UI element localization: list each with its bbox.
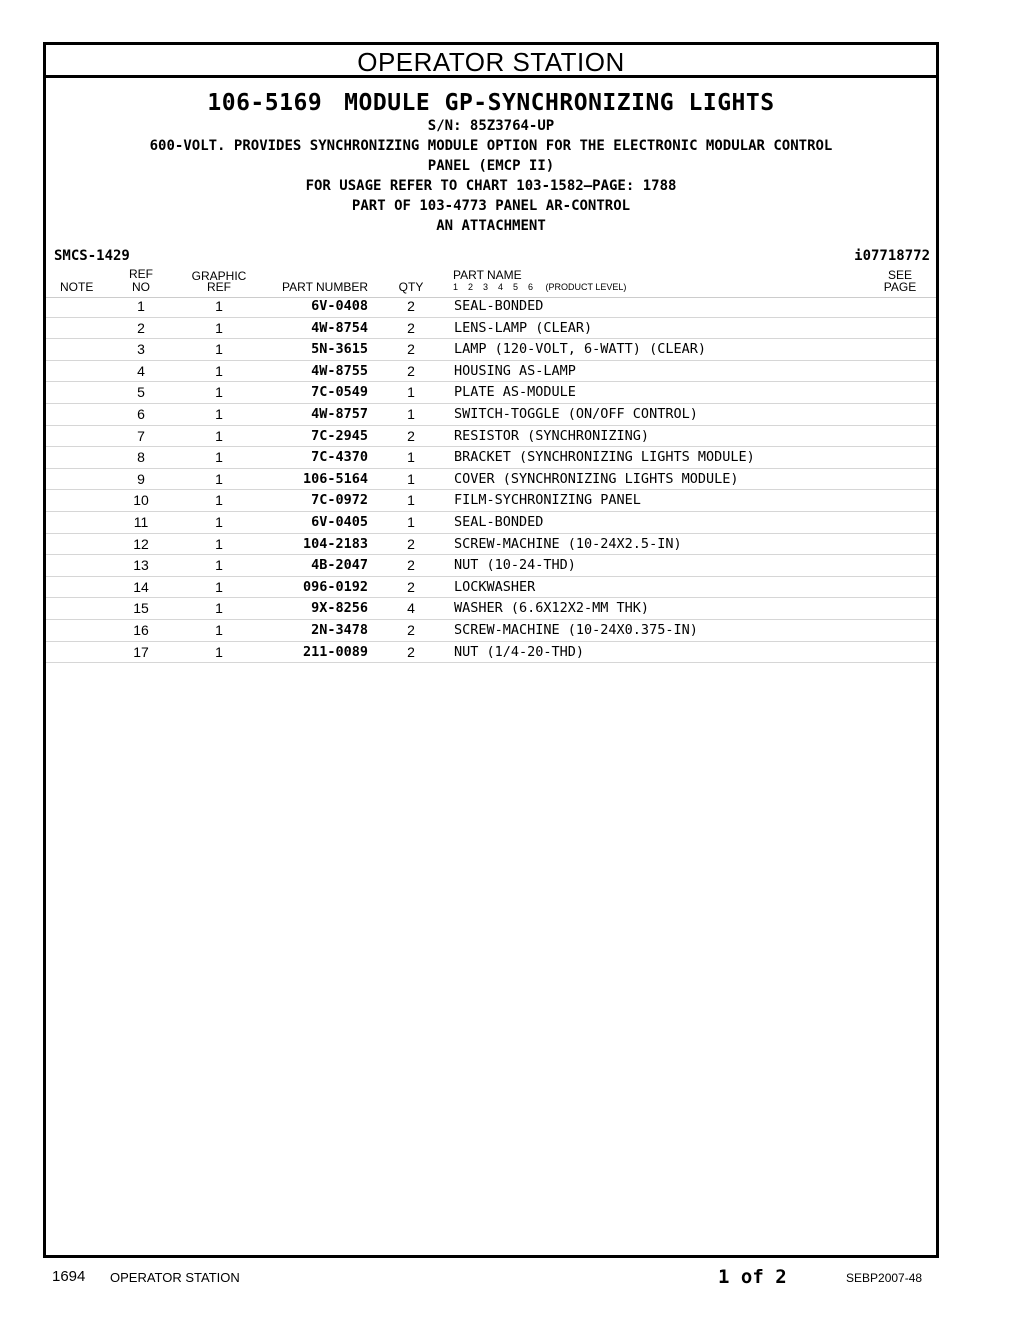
- ref-no-cell: 14: [133, 578, 149, 595]
- ref-no-cell: 5: [137, 384, 145, 401]
- part-name-cell: FILM-SYCHRONIZING PANEL: [454, 492, 641, 509]
- graphic-ref-cell: 1: [215, 621, 223, 638]
- column-see-page-line2: PAGE: [883, 280, 917, 294]
- graphic-ref-cell: 1: [215, 535, 223, 552]
- part-name-cell: SCREW-MACHINE (10-24X0.375-IN): [454, 621, 698, 638]
- qty-cell: 2: [407, 557, 415, 574]
- column-graphic-ref-line1: GRAPHIC: [191, 269, 247, 283]
- part-name-cell: RESISTOR (SYNCHRONIZING): [454, 427, 650, 444]
- graphic-ref-cell: 1: [215, 513, 223, 530]
- usage-reference-line: FOR USAGE REFER TO CHART 103-1582—PAGE: 1788: [305, 178, 677, 194]
- section-title: OPERATOR STATION: [46, 45, 936, 78]
- column-part-name: PART NAME: [453, 268, 522, 282]
- part-number-cell: 5N-3615: [311, 341, 368, 358]
- part-number-cell: 9X-8256: [311, 600, 368, 617]
- part-name-cell: NUT (1/4-20-THD): [454, 643, 585, 660]
- graphic-ref-cell: 1: [215, 449, 223, 466]
- qty-cell: 2: [407, 643, 415, 660]
- qty-cell: 2: [407, 578, 415, 595]
- qty-cell: 2: [407, 319, 415, 336]
- qty-cell: 2: [407, 341, 415, 358]
- part-number-cell: 4B-2047: [311, 557, 368, 574]
- part-name-cell: SEAL-BONDED: [454, 513, 544, 530]
- table-row: [46, 642, 936, 664]
- part-number-cell: 4W-8755: [311, 362, 368, 379]
- part-number-cell: 4W-8757: [311, 405, 368, 422]
- page-frame: [43, 42, 939, 1258]
- qty-cell: 1: [407, 513, 415, 530]
- qty-cell: 2: [407, 427, 415, 444]
- part-name-cell: LOCKWASHER: [454, 578, 536, 595]
- ref-no-cell: 2: [137, 319, 145, 336]
- ref-no-cell: 11: [133, 513, 149, 530]
- qty-cell: 2: [407, 535, 415, 552]
- part-name-cell: SWITCH-TOGGLE (ON/OFF CONTROL): [454, 405, 698, 422]
- part-number-cell: 7C-2945: [311, 427, 368, 444]
- graphic-ref-cell: 1: [215, 578, 223, 595]
- part-number-cell: 6V-0405: [311, 513, 368, 530]
- graphic-ref-cell: 1: [215, 643, 223, 660]
- table-row: [46, 620, 936, 642]
- column-header: [46, 267, 936, 298]
- footer-section: OPERATOR STATION: [110, 1270, 240, 1285]
- table-row: [46, 555, 936, 577]
- part-number-cell: 096-0192: [302, 578, 368, 595]
- table-row: [46, 318, 936, 340]
- qty-cell: 2: [407, 298, 415, 314]
- ref-no-cell: 12: [133, 535, 149, 552]
- ref-no-cell: 1: [137, 298, 145, 314]
- ref-no-cell: 3: [137, 341, 145, 358]
- table-row: [46, 598, 936, 620]
- table-row: [46, 361, 936, 383]
- page-footer: [0, 1268, 1020, 1292]
- graphic-ref-cell: 1: [215, 492, 223, 509]
- module-heading: [46, 90, 936, 116]
- part-number-cell: 7C-0549: [311, 384, 368, 401]
- table-row: [46, 577, 936, 599]
- part-name-cell: SEAL-BONDED: [454, 298, 544, 314]
- part-name-cell: HOUSING AS-LAMP: [454, 362, 576, 379]
- smcs-code: SMCS-1429: [54, 248, 130, 264]
- part-number-cell: 4W-8754: [311, 319, 368, 336]
- graphic-ref-cell: 1: [215, 341, 223, 358]
- qty-cell: 1: [407, 384, 415, 401]
- part-name-cell: LAMP (120-VOLT, 6-WATT) (CLEAR): [454, 341, 706, 358]
- qty-cell: 1: [407, 492, 415, 509]
- part-name-cell: COVER (SYNCHRONIZING LIGHTS MODULE): [454, 470, 739, 487]
- ref-no-cell: 8: [137, 449, 145, 466]
- serial-number-line: S/N: 85Z3764-UP: [427, 118, 555, 134]
- table-row: [46, 426, 936, 448]
- table-row: [46, 512, 936, 534]
- ref-no-cell: 6: [137, 405, 145, 422]
- column-ref-no-line2: NO: [132, 280, 150, 294]
- table-row: [46, 534, 936, 556]
- part-name-cell: SCREW-MACHINE (10-24X2.5-IN): [454, 535, 682, 552]
- module-title: MODULE GP-SYNCHRONIZING LIGHTS: [344, 90, 775, 116]
- ref-no-cell: 16: [133, 621, 149, 638]
- ref-no-cell: 9: [137, 470, 145, 487]
- description-line-1: 600-VOLT. PROVIDES SYNCHRONIZING MODULE OPTION FOR THE ELECTRONIC MODULAR CONTROL: [149, 138, 833, 154]
- table-row: [46, 296, 936, 318]
- column-graphic-ref-line2: REF: [207, 280, 231, 294]
- module-part-number: 106-5169: [207, 90, 323, 116]
- graphic-ref-cell: 1: [215, 557, 223, 574]
- qty-cell: 2: [407, 621, 415, 638]
- graphic-ref-cell: 1: [215, 405, 223, 422]
- column-qty: QTY: [398, 280, 424, 294]
- description-line-2: PANEL (EMCP II): [427, 158, 555, 174]
- graphic-ref-cell: 1: [215, 600, 223, 617]
- illustration-id: i07718772: [854, 248, 930, 264]
- footer-page-of: 1 of 2: [718, 1266, 787, 1288]
- column-part-number: PART NUMBER: [282, 280, 369, 294]
- part-name-cell: LENS-LAMP (CLEAR): [454, 319, 593, 336]
- table-row: [46, 469, 936, 491]
- table-row: [46, 339, 936, 361]
- part-number-cell: 211-0089: [302, 643, 368, 660]
- ref-no-cell: 7: [137, 427, 145, 444]
- qty-cell: 1: [407, 449, 415, 466]
- part-number-cell: 7C-4370: [311, 449, 368, 466]
- column-product-levels: 1 2 3 4 5 6 (PRODUCT LEVEL): [453, 282, 627, 292]
- ref-no-cell: 17: [133, 643, 149, 660]
- table-row: [46, 490, 936, 512]
- ref-no-cell: 13: [133, 557, 149, 574]
- part-number-cell: 104-2183: [302, 535, 368, 552]
- column-note: NOTE: [60, 280, 94, 294]
- ref-no-cell: 15: [133, 600, 149, 617]
- part-number-cell: 7C-0972: [311, 492, 368, 509]
- column-ref-no-line1: REF: [129, 267, 153, 281]
- footer-document-code: SEBP2007-48: [846, 1271, 923, 1285]
- graphic-ref-cell: 1: [215, 298, 223, 314]
- column-see-page-line1: SEE: [887, 268, 912, 282]
- footer-page-number: 1694: [52, 1268, 86, 1285]
- graphic-ref-cell: 1: [215, 362, 223, 379]
- table-row: [46, 404, 936, 426]
- graphic-ref-cell: 1: [215, 470, 223, 487]
- part-name-cell: WASHER (6.6X12X2-MM THK): [454, 600, 650, 617]
- graphic-ref-cell: 1: [215, 427, 223, 444]
- qty-cell: 4: [407, 600, 415, 617]
- graphic-ref-cell: 1: [215, 319, 223, 336]
- part-of-line: PART OF 103-4773 PANEL AR-CONTROL: [351, 198, 631, 214]
- part-number-cell: 2N-3478: [311, 621, 368, 638]
- attachment-line: AN ATTACHMENT: [436, 218, 546, 234]
- part-number-cell: 106-5164: [302, 470, 368, 487]
- ref-no-cell: 10: [133, 492, 149, 509]
- parts-table: [46, 296, 936, 663]
- part-name-cell: PLATE AS-MODULE: [454, 384, 576, 401]
- qty-cell: 2: [407, 362, 415, 379]
- ref-no-cell: 4: [137, 362, 145, 379]
- table-row: [46, 382, 936, 404]
- part-name-cell: NUT (10-24-THD): [454, 557, 576, 574]
- graphic-ref-cell: 1: [215, 384, 223, 401]
- smcs-row: [46, 248, 936, 266]
- qty-cell: 1: [407, 405, 415, 422]
- table-row: [46, 447, 936, 469]
- part-number-cell: 6V-0408: [311, 298, 368, 314]
- qty-cell: 1: [407, 470, 415, 487]
- part-name-cell: BRACKET (SYNCHRONIZING LIGHTS MODULE): [454, 449, 755, 466]
